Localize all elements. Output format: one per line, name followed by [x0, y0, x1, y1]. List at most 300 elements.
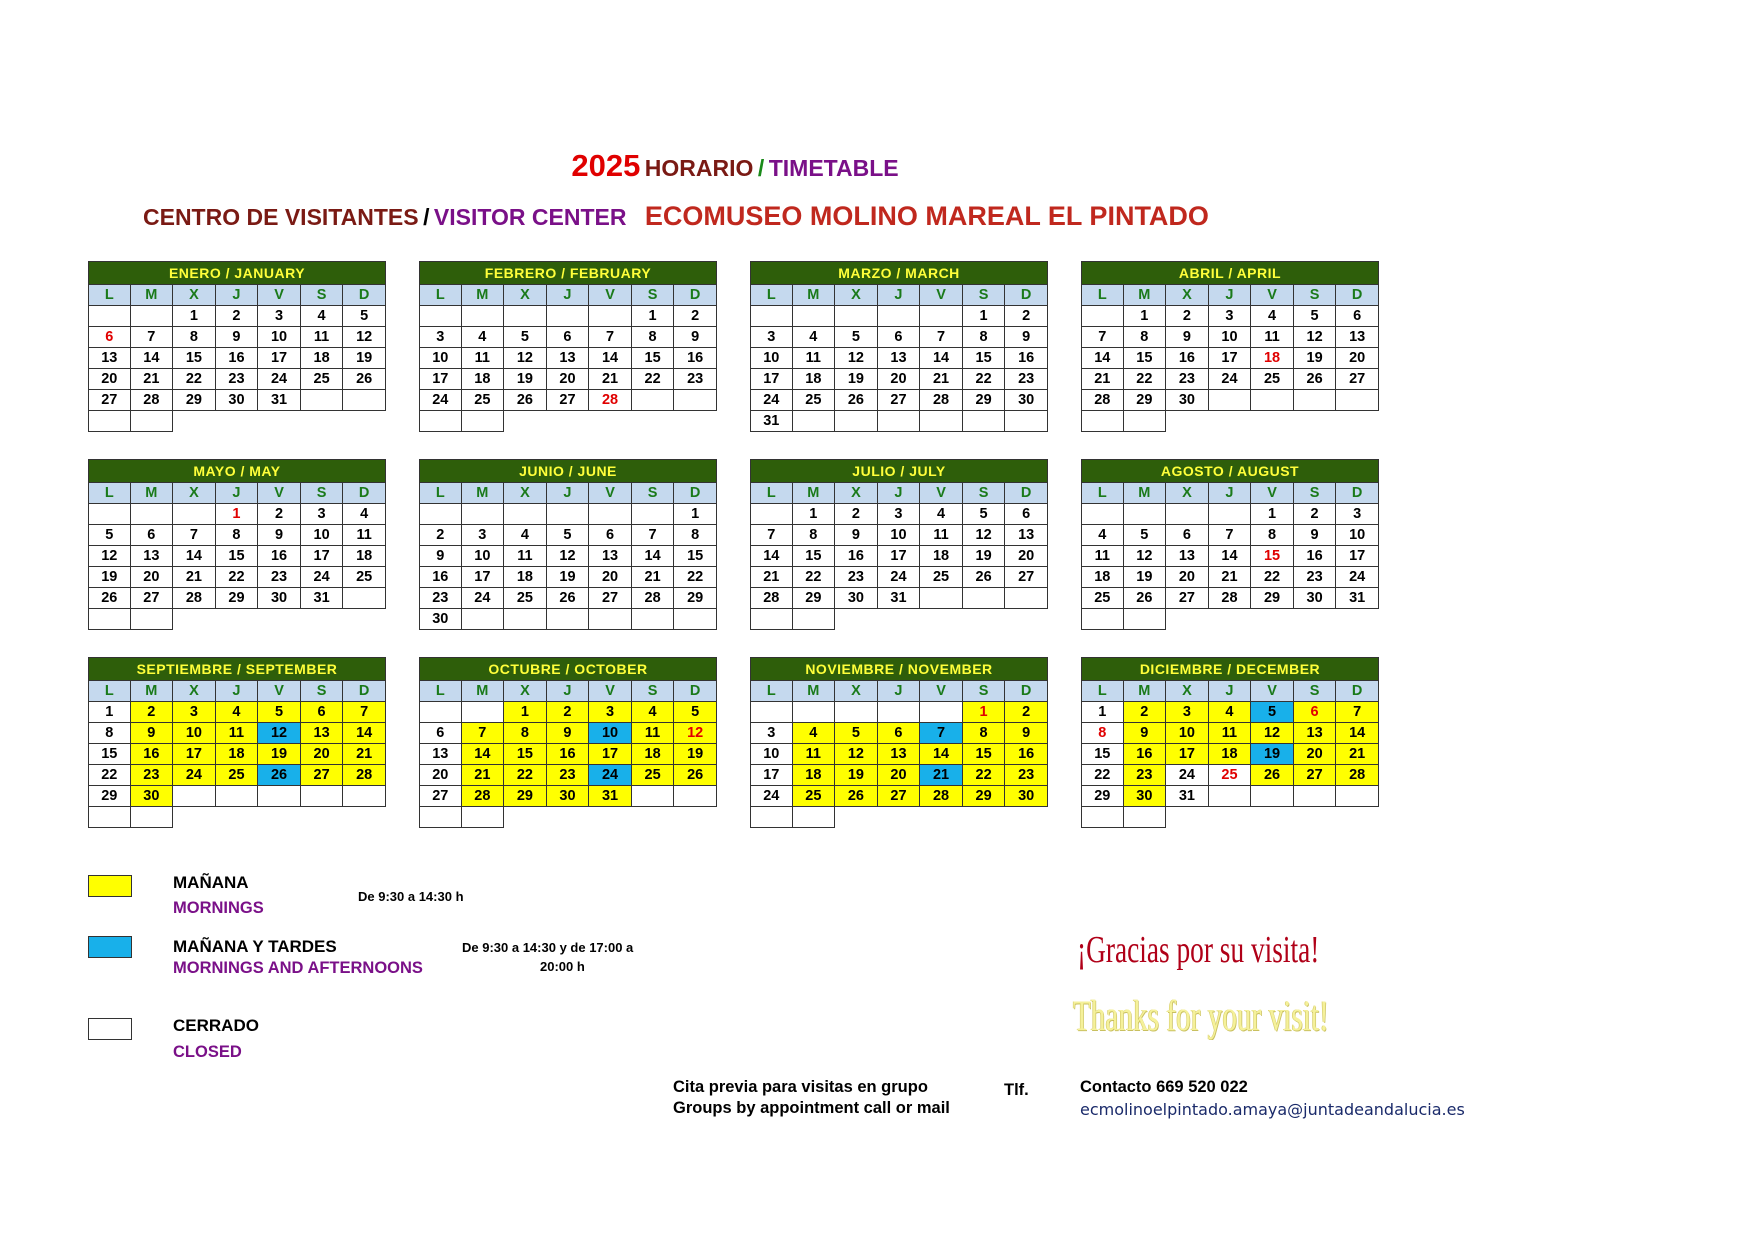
empty-day-cell	[920, 702, 963, 723]
month-header: ABRIL / APRIL	[1081, 261, 1379, 285]
day-cell: 7	[173, 525, 216, 546]
weekday-header: V	[920, 285, 963, 306]
day-cell: 3	[173, 702, 216, 723]
weekday-header: V	[920, 483, 963, 504]
grid-spacer	[878, 828, 921, 849]
day-cell: 27	[88, 390, 131, 411]
day-cell: 28	[632, 588, 675, 609]
grid-spacer	[920, 828, 963, 849]
empty-day-cell	[131, 411, 174, 432]
weekday-header: S	[301, 285, 344, 306]
empty-day-cell	[547, 504, 590, 525]
weekday-header: S	[301, 483, 344, 504]
grid-spacer	[547, 630, 590, 651]
weekday-header: L	[419, 285, 462, 306]
weekday-header: J	[216, 285, 259, 306]
day-cell: 21	[632, 567, 675, 588]
empty-day-cell	[1124, 411, 1167, 432]
day-cell: 4	[793, 723, 836, 744]
day-cell: 19	[835, 369, 878, 390]
day-cell: 24	[462, 588, 505, 609]
day-cell: 20	[301, 744, 344, 765]
day-cell: 16	[419, 567, 462, 588]
day-cell: 3	[419, 327, 462, 348]
weekday-header: X	[504, 681, 547, 702]
grid-spacer	[1251, 828, 1294, 849]
day-cell: 6	[419, 723, 462, 744]
day-cell: 29	[674, 588, 717, 609]
grid-spacer	[674, 828, 717, 849]
day-cell: 4	[343, 504, 386, 525]
month-calendar	[750, 657, 1048, 849]
day-cell: 3	[878, 504, 921, 525]
weekday-header: V	[1251, 483, 1294, 504]
day-cell: 19	[1124, 567, 1167, 588]
day-cell: 26	[343, 369, 386, 390]
day-cell: 26	[835, 390, 878, 411]
weekday-header: S	[1294, 285, 1337, 306]
day-cell: 24	[1336, 567, 1379, 588]
grid-spacer	[1209, 630, 1252, 651]
empty-day-cell	[343, 588, 386, 609]
grid-spacer	[878, 432, 921, 453]
day-cell: 31	[878, 588, 921, 609]
month-grid	[750, 285, 1048, 453]
day-cell: 6	[1294, 702, 1337, 723]
day-cell: 12	[835, 744, 878, 765]
weekday-header: D	[674, 483, 717, 504]
month-header: ENERO / JANUARY	[88, 261, 386, 285]
day-cell: 5	[963, 504, 1006, 525]
day-cell: 23	[1166, 369, 1209, 390]
empty-day-cell	[1209, 504, 1252, 525]
day-cell: 27	[131, 588, 174, 609]
empty-day-cell	[1081, 609, 1124, 630]
day-cell: 10	[1336, 525, 1379, 546]
day-cell: 9	[131, 723, 174, 744]
day-cell: 16	[547, 744, 590, 765]
day-cell: 15	[1124, 348, 1167, 369]
empty-day-cell	[793, 807, 836, 828]
day-cell: 9	[1005, 723, 1048, 744]
grid-spacer	[1336, 432, 1379, 453]
day-cell: 13	[419, 744, 462, 765]
day-cell: 4	[301, 306, 344, 327]
day-cell: 28	[173, 588, 216, 609]
grid-spacer	[878, 609, 921, 630]
grid-spacer	[88, 432, 131, 453]
day-cell: 21	[173, 567, 216, 588]
day-cell: 27	[589, 588, 632, 609]
empty-day-cell	[835, 411, 878, 432]
grid-spacer	[1251, 630, 1294, 651]
day-cell: 8	[1251, 525, 1294, 546]
day-cell: 21	[1336, 744, 1379, 765]
day-cell: 8	[173, 327, 216, 348]
subtitle-slash: /	[423, 204, 430, 230]
day-cell: 24	[750, 390, 793, 411]
grid-spacer	[131, 630, 174, 651]
day-cell: 26	[835, 786, 878, 807]
legend-mornings-hours: De 9:30 a 14:30 h	[358, 889, 464, 904]
weekday-header: D	[343, 285, 386, 306]
grid-spacer	[1005, 609, 1048, 630]
day-cell: 7	[462, 723, 505, 744]
day-cell: 24	[878, 567, 921, 588]
day-cell: 27	[547, 390, 590, 411]
day-cell: 2	[835, 504, 878, 525]
day-cell: 30	[216, 390, 259, 411]
grid-spacer	[835, 630, 878, 651]
day-cell: 18	[793, 369, 836, 390]
month-calendar	[750, 261, 1048, 453]
grid-spacer	[632, 807, 675, 828]
day-cell: 20	[547, 369, 590, 390]
weekday-header: J	[1209, 285, 1252, 306]
empty-day-cell	[462, 504, 505, 525]
weekday-header: M	[1124, 285, 1167, 306]
day-cell: 18	[343, 546, 386, 567]
month-calendar	[750, 459, 1048, 651]
grid-spacer	[1005, 432, 1048, 453]
day-cell: 5	[547, 525, 590, 546]
day-cell: 3	[750, 723, 793, 744]
day-cell: 11	[1209, 723, 1252, 744]
empty-day-cell	[419, 411, 462, 432]
day-cell: 16	[131, 744, 174, 765]
day-cell: 21	[589, 369, 632, 390]
day-cell: 9	[1294, 525, 1337, 546]
footer-email[interactable]: ecmolinoelpintado.amaya@juntadeandalucia.es	[1080, 1100, 1465, 1119]
day-cell: 8	[504, 723, 547, 744]
legend-swatch-closed	[88, 1018, 132, 1040]
month-calendar	[88, 459, 386, 651]
day-cell: 22	[216, 567, 259, 588]
day-cell: 21	[131, 369, 174, 390]
day-cell: 23	[1005, 765, 1048, 786]
day-cell: 1	[88, 702, 131, 723]
weekday-header: X	[173, 483, 216, 504]
empty-day-cell	[920, 306, 963, 327]
day-cell: 19	[88, 567, 131, 588]
day-cell: 6	[301, 702, 344, 723]
grid-spacer	[173, 609, 216, 630]
month-grid	[1081, 483, 1379, 651]
grid-spacer	[674, 807, 717, 828]
grid-spacer	[462, 828, 505, 849]
day-cell: 5	[1294, 306, 1337, 327]
weekday-header: X	[835, 285, 878, 306]
empty-day-cell	[1336, 390, 1379, 411]
empty-day-cell	[963, 588, 1006, 609]
weekday-header: L	[1081, 483, 1124, 504]
day-cell: 29	[1251, 588, 1294, 609]
empty-day-cell	[88, 609, 131, 630]
day-cell: 6	[589, 525, 632, 546]
day-cell: 8	[216, 525, 259, 546]
day-cell: 22	[632, 369, 675, 390]
day-cell: 13	[1294, 723, 1337, 744]
day-cell: 12	[343, 327, 386, 348]
grid-spacer	[963, 828, 1006, 849]
day-cell: 30	[1005, 390, 1048, 411]
grid-spacer	[258, 630, 301, 651]
grid-spacer	[1166, 828, 1209, 849]
day-cell: 31	[1166, 786, 1209, 807]
empty-day-cell	[131, 807, 174, 828]
empty-day-cell	[878, 306, 921, 327]
title-timetable: TIMETABLE	[768, 155, 899, 181]
empty-day-cell	[632, 609, 675, 630]
day-cell: 5	[1124, 525, 1167, 546]
day-cell: 5	[835, 327, 878, 348]
day-cell: 20	[88, 369, 131, 390]
day-cell: 1	[504, 702, 547, 723]
weekday-header: S	[963, 483, 1006, 504]
day-cell: 22	[674, 567, 717, 588]
day-cell: 27	[878, 786, 921, 807]
day-cell: 23	[1294, 567, 1337, 588]
grid-spacer	[547, 807, 590, 828]
grid-spacer	[1294, 411, 1337, 432]
day-cell: 13	[131, 546, 174, 567]
day-cell: 10	[750, 348, 793, 369]
footer-cita-es: Cita previa para visitas en grupo	[673, 1078, 928, 1096]
weekday-header: S	[1294, 681, 1337, 702]
weekday-header: L	[750, 483, 793, 504]
day-cell: 31	[301, 588, 344, 609]
day-cell: 15	[1251, 546, 1294, 567]
empty-day-cell	[419, 504, 462, 525]
day-cell: 7	[343, 702, 386, 723]
grid-spacer	[1294, 630, 1337, 651]
day-cell: 16	[1124, 744, 1167, 765]
empty-day-cell	[1005, 411, 1048, 432]
day-cell: 28	[750, 588, 793, 609]
empty-day-cell	[88, 504, 131, 525]
day-cell: 14	[920, 348, 963, 369]
day-cell: 26	[88, 588, 131, 609]
legend-closed-es: CERRADO	[173, 1016, 259, 1035]
day-cell: 26	[504, 390, 547, 411]
grid-spacer	[1166, 609, 1209, 630]
day-cell: 4	[216, 702, 259, 723]
thanks-en: Thanks for your visit!	[1073, 993, 1329, 1040]
legend-closed-en: CLOSED	[173, 1043, 242, 1061]
day-cell: 14	[1081, 348, 1124, 369]
day-cell: 26	[674, 765, 717, 786]
grid-spacer	[88, 828, 131, 849]
day-cell: 14	[632, 546, 675, 567]
day-cell: 19	[504, 369, 547, 390]
weekday-header: D	[674, 681, 717, 702]
grid-spacer	[88, 630, 131, 651]
month-grid	[88, 681, 386, 849]
empty-day-cell	[632, 786, 675, 807]
grid-spacer	[835, 432, 878, 453]
grid-spacer	[1124, 432, 1167, 453]
day-cell: 11	[504, 546, 547, 567]
day-cell: 6	[1005, 504, 1048, 525]
day-cell: 4	[632, 702, 675, 723]
day-cell: 7	[920, 327, 963, 348]
legend-afternoons-hours-2: 20:00 h	[540, 959, 585, 974]
empty-day-cell	[750, 702, 793, 723]
day-cell: 10	[589, 723, 632, 744]
day-cell: 11	[462, 348, 505, 369]
empty-day-cell	[343, 786, 386, 807]
day-cell: 1	[1081, 702, 1124, 723]
day-cell: 20	[1294, 744, 1337, 765]
grid-spacer	[1081, 828, 1124, 849]
day-cell: 24	[750, 786, 793, 807]
weekday-header: J	[1209, 483, 1252, 504]
subtitle-museum: ECOMUSEO MOLINO MAREAL EL PINTADO	[644, 201, 1209, 231]
empty-day-cell	[750, 609, 793, 630]
grid-spacer	[504, 807, 547, 828]
day-cell: 12	[835, 348, 878, 369]
day-cell: 6	[878, 723, 921, 744]
day-cell: 2	[1005, 702, 1048, 723]
grid-spacer	[504, 828, 547, 849]
empty-day-cell	[131, 609, 174, 630]
weekday-header: M	[131, 681, 174, 702]
day-cell: 12	[504, 348, 547, 369]
day-cell: 22	[1124, 369, 1167, 390]
day-cell: 10	[419, 348, 462, 369]
day-cell: 2	[1124, 702, 1167, 723]
empty-day-cell	[1124, 504, 1167, 525]
empty-day-cell	[674, 390, 717, 411]
day-cell: 16	[674, 348, 717, 369]
day-cell: 18	[793, 765, 836, 786]
day-cell: 2	[419, 525, 462, 546]
grid-spacer	[173, 432, 216, 453]
day-cell: 23	[258, 567, 301, 588]
day-cell: 3	[1336, 504, 1379, 525]
month-header: FEBRERO / FEBRUARY	[419, 261, 717, 285]
month-header: JUNIO / JUNE	[419, 459, 717, 483]
day-cell: 30	[258, 588, 301, 609]
weekday-header: M	[462, 483, 505, 504]
day-cell: 1	[963, 702, 1006, 723]
empty-day-cell	[1209, 786, 1252, 807]
weekday-header: M	[793, 483, 836, 504]
day-cell: 12	[1124, 546, 1167, 567]
day-cell: 27	[1336, 369, 1379, 390]
day-cell: 1	[963, 306, 1006, 327]
empty-day-cell	[750, 504, 793, 525]
day-cell: 2	[1294, 504, 1337, 525]
grid-spacer	[1336, 828, 1379, 849]
day-cell: 13	[1336, 327, 1379, 348]
weekday-header: V	[258, 681, 301, 702]
day-cell: 28	[920, 786, 963, 807]
day-cell: 25	[1209, 765, 1252, 786]
weekday-header: L	[88, 285, 131, 306]
weekday-header: L	[750, 681, 793, 702]
weekday-header: V	[1251, 681, 1294, 702]
grid-spacer	[301, 432, 344, 453]
day-cell: 10	[173, 723, 216, 744]
day-cell: 23	[1005, 369, 1048, 390]
day-cell: 17	[258, 348, 301, 369]
day-cell: 17	[750, 369, 793, 390]
empty-day-cell	[462, 609, 505, 630]
day-cell: 3	[1209, 306, 1252, 327]
month-header: NOVIEMBRE / NOVEMBER	[750, 657, 1048, 681]
day-cell: 19	[674, 744, 717, 765]
month-calendar	[419, 261, 717, 453]
empty-day-cell	[343, 390, 386, 411]
grid-spacer	[963, 609, 1006, 630]
day-cell: 15	[173, 348, 216, 369]
day-cell: 6	[131, 525, 174, 546]
day-cell: 10	[462, 546, 505, 567]
month-header: DICIEMBRE / DECEMBER	[1081, 657, 1379, 681]
grid-spacer	[258, 807, 301, 828]
grid-spacer	[963, 432, 1006, 453]
grid-spacer	[1005, 630, 1048, 651]
day-cell: 8	[963, 327, 1006, 348]
day-cell: 15	[632, 348, 675, 369]
day-cell: 16	[216, 348, 259, 369]
day-cell: 18	[1251, 348, 1294, 369]
day-cell: 11	[920, 525, 963, 546]
day-cell: 31	[750, 411, 793, 432]
day-cell: 28	[1081, 390, 1124, 411]
empty-day-cell	[462, 702, 505, 723]
day-cell: 10	[258, 327, 301, 348]
day-cell: 1	[674, 504, 717, 525]
day-cell: 16	[1005, 348, 1048, 369]
day-cell: 30	[547, 786, 590, 807]
grid-spacer	[1294, 828, 1337, 849]
grid-spacer	[1209, 609, 1252, 630]
grid-spacer	[835, 807, 878, 828]
weekday-header: M	[1124, 483, 1167, 504]
grid-spacer	[301, 411, 344, 432]
grid-spacer	[632, 630, 675, 651]
day-cell: 23	[131, 765, 174, 786]
weekday-header: D	[1005, 681, 1048, 702]
day-cell: 17	[878, 546, 921, 567]
day-cell: 24	[173, 765, 216, 786]
day-cell: 21	[462, 765, 505, 786]
weekday-header: X	[504, 483, 547, 504]
day-cell: 15	[674, 546, 717, 567]
grid-spacer	[1209, 411, 1252, 432]
empty-day-cell	[878, 702, 921, 723]
title-year: 2025	[571, 148, 641, 183]
subtitle-visitor: VISITOR CENTER	[433, 204, 627, 230]
day-cell: 26	[1294, 369, 1337, 390]
day-cell: 11	[793, 744, 836, 765]
grid-spacer	[1005, 807, 1048, 828]
weekday-header: D	[674, 285, 717, 306]
empty-day-cell	[462, 807, 505, 828]
weekday-header: S	[632, 681, 675, 702]
day-cell: 12	[88, 546, 131, 567]
day-cell: 9	[547, 723, 590, 744]
empty-day-cell	[1209, 390, 1252, 411]
day-cell: 8	[632, 327, 675, 348]
empty-day-cell	[589, 609, 632, 630]
weekday-header: S	[301, 681, 344, 702]
day-cell: 3	[1166, 702, 1209, 723]
footer-tlf: Tlf.	[1004, 1081, 1029, 1099]
weekday-header: X	[1166, 285, 1209, 306]
